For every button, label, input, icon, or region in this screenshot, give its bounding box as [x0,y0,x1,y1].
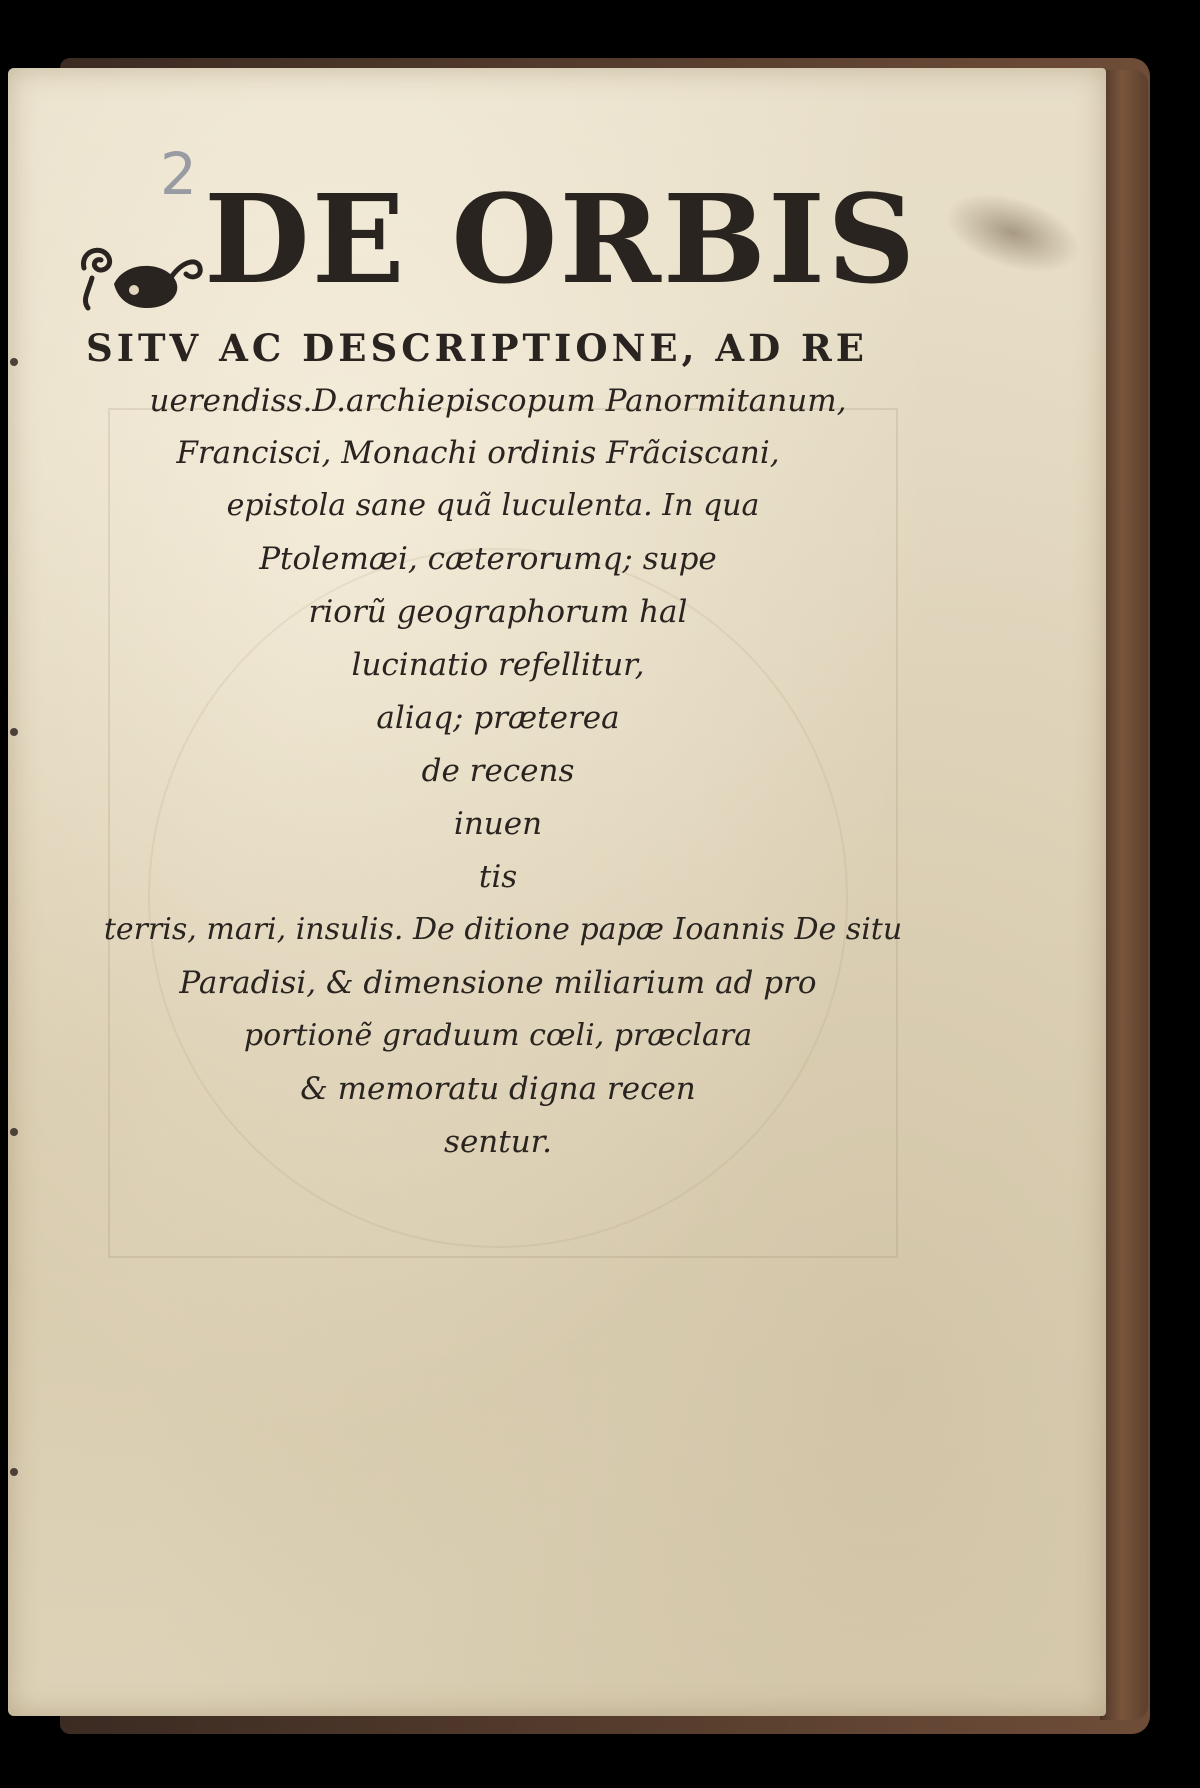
title-main: DE ORBIS [204,167,918,311]
body-line: uerendiss.D.archiepiscopum Panormitanum, [149,383,847,419]
body-line: Francisci, Monachi ordinis Frãciscani, [176,435,780,471]
body-line: & memoratu digna recen [300,1071,696,1107]
body-line: de recens [421,753,575,789]
body-line: Paradisi, & dimensione miliarium ad pro [179,965,817,1001]
title-text-block [8,68,1106,1716]
body-line: portionẽ graduum cœli, præclara [243,1018,753,1053]
body-line: Ptolemæi, cæterorumq; supe [259,541,717,577]
cover-edge [1100,70,1148,1720]
body-line: tis [478,859,518,895]
body-line: inuen [453,806,543,842]
body-line: lucinatio refellitur, [351,647,645,683]
fleuron-icon [74,238,204,318]
body-line: riorũ geographorum hal [308,594,688,630]
pencil-folio-number: 2 [160,140,197,208]
body-line: terris, mari, insulis. De ditione papæ Ioannis De situ [103,912,903,947]
body-line: sentur. [444,1124,552,1160]
body-line: epistola sane quã luculenta. In qua [226,488,760,523]
title-page [8,68,1106,1716]
body-line: aliaq; præterea [376,700,620,736]
title-caps-line: SITV AC DESCRIPTIONE, AD RE [86,326,869,370]
